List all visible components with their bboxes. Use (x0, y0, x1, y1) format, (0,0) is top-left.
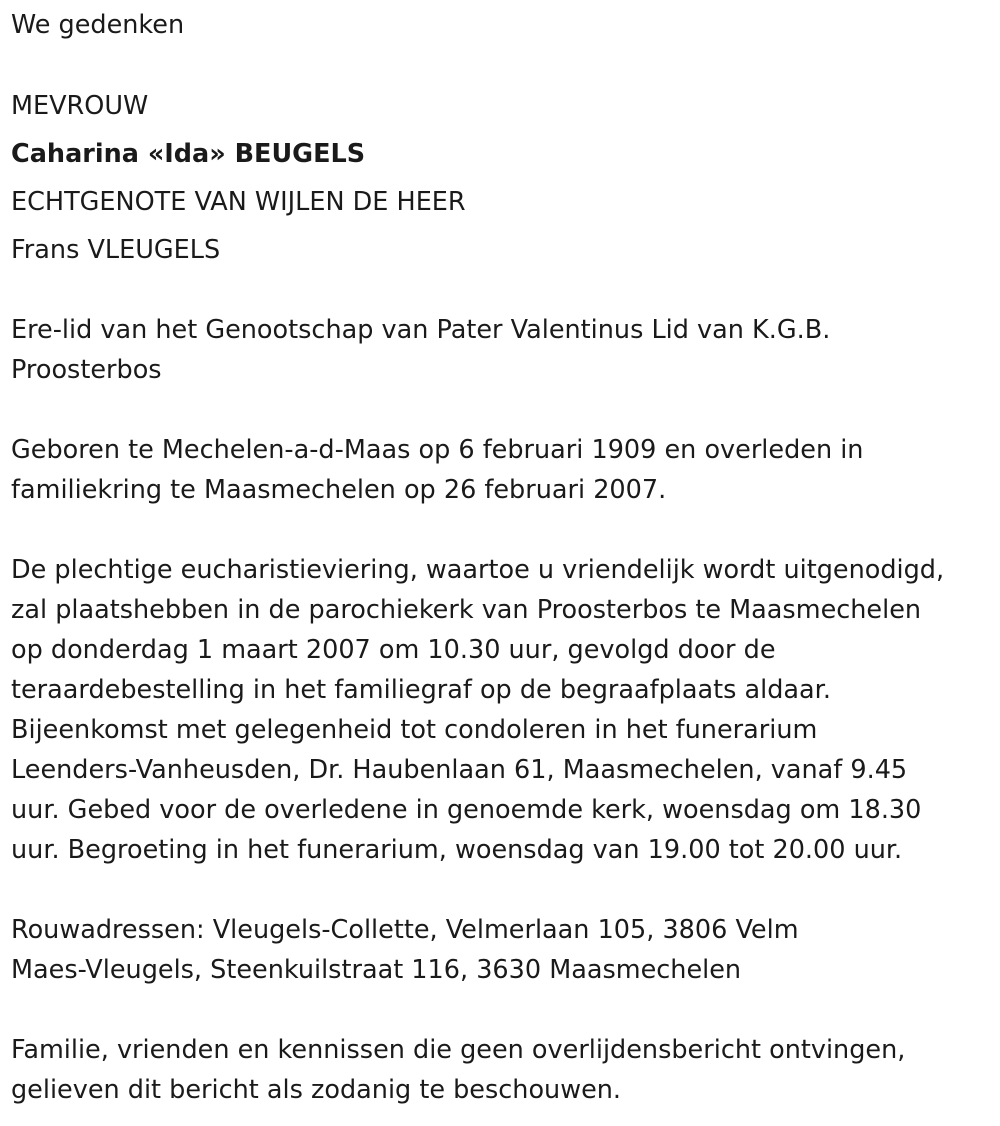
membership-line: Proosterbos (11, 355, 162, 385)
ceremony-line: uur. Gebed voor de overledene in genoemde kerk, woensdag om 18.30 (11, 795, 922, 825)
spouse-label: ECHTGENOTE VAN WIJLEN DE HEER (11, 187, 466, 217)
ceremony-line: op donderdag 1 maart 2007 om 10.30 uur, gevolgd door de (11, 635, 776, 665)
person-name: Caharina «Ida» BEUGELS (11, 139, 366, 169)
ceremony-line: zal plaatshebben in de parochiekerk van Proosterbos te Maasmechelen (11, 595, 922, 625)
ceremony-line: teraardebestelling in het familiegraf op de begraafplaats aldaar. (11, 675, 831, 705)
life-line: familiekring te Maasmechelen op 26 februari 2007. (11, 475, 667, 505)
ceremony-line: De plechtige eucharistieviering, waartoe u vriendelijk wordt uitgenodigd, (11, 555, 945, 585)
address-line: Maes-Vleugels, Steenkuilstraat 116, 3630 Maasmechelen (11, 955, 742, 985)
ceremony-line: uur. Begroeting in het funerarium, woensdag van 19.00 tot 20.00 uur. (11, 835, 903, 865)
spouse-name: Frans VLEUGELS (11, 235, 221, 265)
person-title: MEVROUW (11, 91, 149, 121)
life-line: Geboren te Mechelen-a-d-Maas op 6 februari 1909 en overleden in (11, 435, 864, 465)
closing-line: gelieven dit bericht als zodanig te beschouwen. (11, 1075, 622, 1105)
ceremony-line: Leenders-Vanheusden, Dr. Haubenlaan 61, Maasmechelen, vanaf 9.45 (11, 755, 908, 785)
address-line: Rouwadressen: Vleugels-Collette, Velmerlaan 105, 3806 Velm (11, 915, 799, 945)
intro-text: We gedenken (11, 10, 185, 40)
membership-line: Ere-lid van het Genootschap van Pater Valentinus Lid van K.G.B. (11, 315, 831, 345)
closing-line: Familie, vrienden en kennissen die geen overlijdensbericht ontvingen, (11, 1035, 906, 1065)
ceremony-line: Bijeenkomst met gelegenheid tot condoleren in het funerarium (11, 715, 818, 745)
